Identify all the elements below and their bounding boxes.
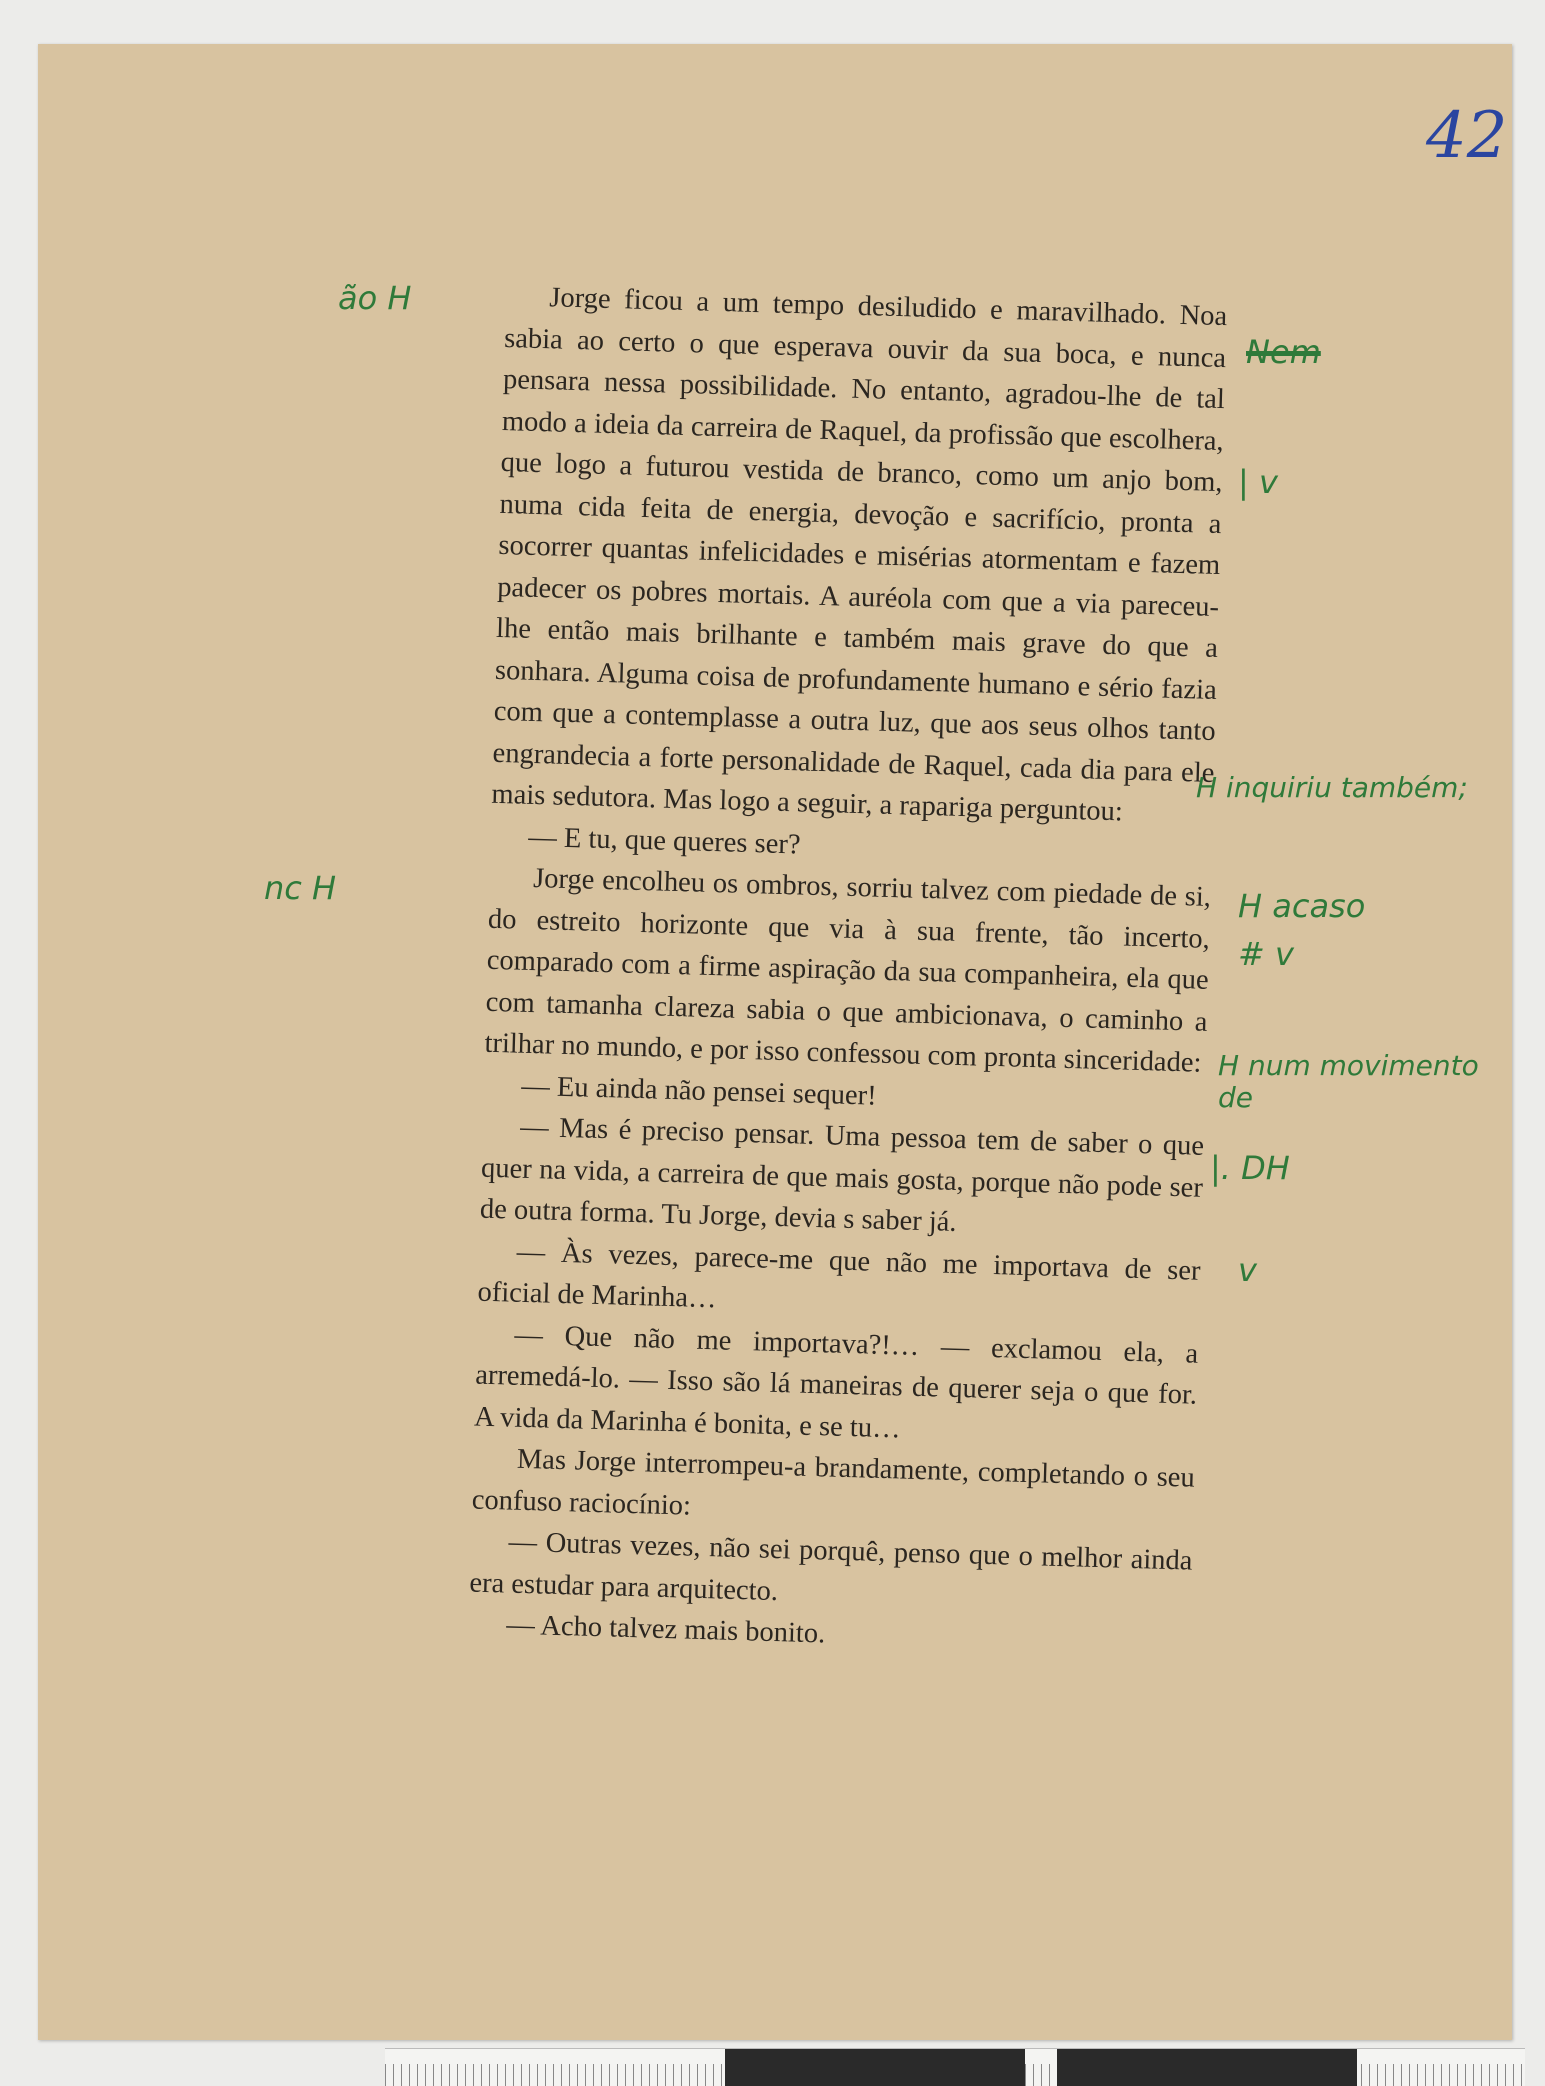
margin-note-right: v bbox=[1238, 1251, 1257, 1289]
dialogue-line: — Mas é preciso pensar. Uma pessoa tem de saber o que quer na vida, a carreira de que mais gosta, porque não pode ser de outra forma. Tu Jorge, devia s saber já. bbox=[479, 1111, 1205, 1238]
ruler-block bbox=[1057, 2049, 1357, 2086]
margin-note-left: nc H bbox=[264, 869, 337, 907]
dialogue-line: — Outras vezes, não sei porquê, penso que o melhor ainda era estudar para arquitecto. bbox=[469, 1526, 1193, 1607]
margin-note-right: |. DH bbox=[1210, 1149, 1290, 1187]
margin-note-right: H acaso bbox=[1238, 887, 1366, 925]
paragraph: Jorge encolheu os ombros, sorriu talvez com piedade de si, do estreito horizonte que via à sua frente, tão incerto, comparado com a firme aspiração da sua companheira, ela que com tamanha clareza sabia o que ambicionava, o caminho a trilhar no mundo, e por isso confessou com pronta sinceridade: bbox=[484, 863, 1212, 1079]
paragraph: Jorge ficou a um tempo desiludido e maravilhado. Noa sabia ao certo o que esperava ouvir da sua boca, e nunca pensara nessa possibilidade. No entanto, agradou-lhe de tal modo a ideia da carreira de Raquel, da profissão que escolhera, que logo a futurou vestida de branco, como um anjo bom, numa cida feita de energia, devoção e sacrifício, pronta a socorrer quantas infelicidades e misérias atormentam e fazem padecer os pobres mortais. A auréola com que a via pareceu-lhe então mais brilhante e também mais grave do que a sonhara. Alguma coisa de profundamente humano e sério fazia com que a contemplasse a outra luz, que aos seus olhos tanto engrandecia a forte personalidade de Raquel, cada dia para ele mais sedutora. Mas logo a seguir, a rapariga perguntou: bbox=[491, 282, 1228, 828]
page-number: 42 bbox=[1426, 99, 1508, 173]
dialogue-line: — Às vezes, parece-me que não me importava de ser oficial de Marinha… bbox=[477, 1236, 1201, 1315]
paragraph: Mas Jorge interrompeu-a brandamente, completando o seu confuso raciocínio: bbox=[471, 1443, 1196, 1522]
margin-note-left: ão H bbox=[338, 279, 412, 317]
margin-note-right: H inquiriu também; bbox=[1196, 771, 1468, 804]
margin-note-right: | v bbox=[1238, 463, 1278, 501]
margin-note-right: # v bbox=[1238, 935, 1294, 973]
scale-ruler bbox=[385, 2048, 1525, 2086]
dialogue-line: — Que não me importava?!… — exclamou ela, a arremedá-lo. — Isso são lá maneiras de querer seja o que for. A vida da Marinha é bonita, e se tu… bbox=[473, 1319, 1199, 1444]
dialogue-line: — Eu ainda não pensei sequer! bbox=[520, 1070, 878, 1112]
typed-body-text bbox=[468, 276, 1228, 1665]
margin-note-right: H num movimento de bbox=[1218, 1049, 1479, 1115]
margin-note-right: Nem bbox=[1246, 333, 1321, 371]
ruler-block bbox=[725, 2049, 1025, 2086]
dialogue-line: — Acho talvez mais bonito. bbox=[505, 1609, 826, 1650]
manuscript-page bbox=[38, 44, 1512, 2040]
dialogue-line: — E tu, que queres ser? bbox=[527, 821, 801, 860]
